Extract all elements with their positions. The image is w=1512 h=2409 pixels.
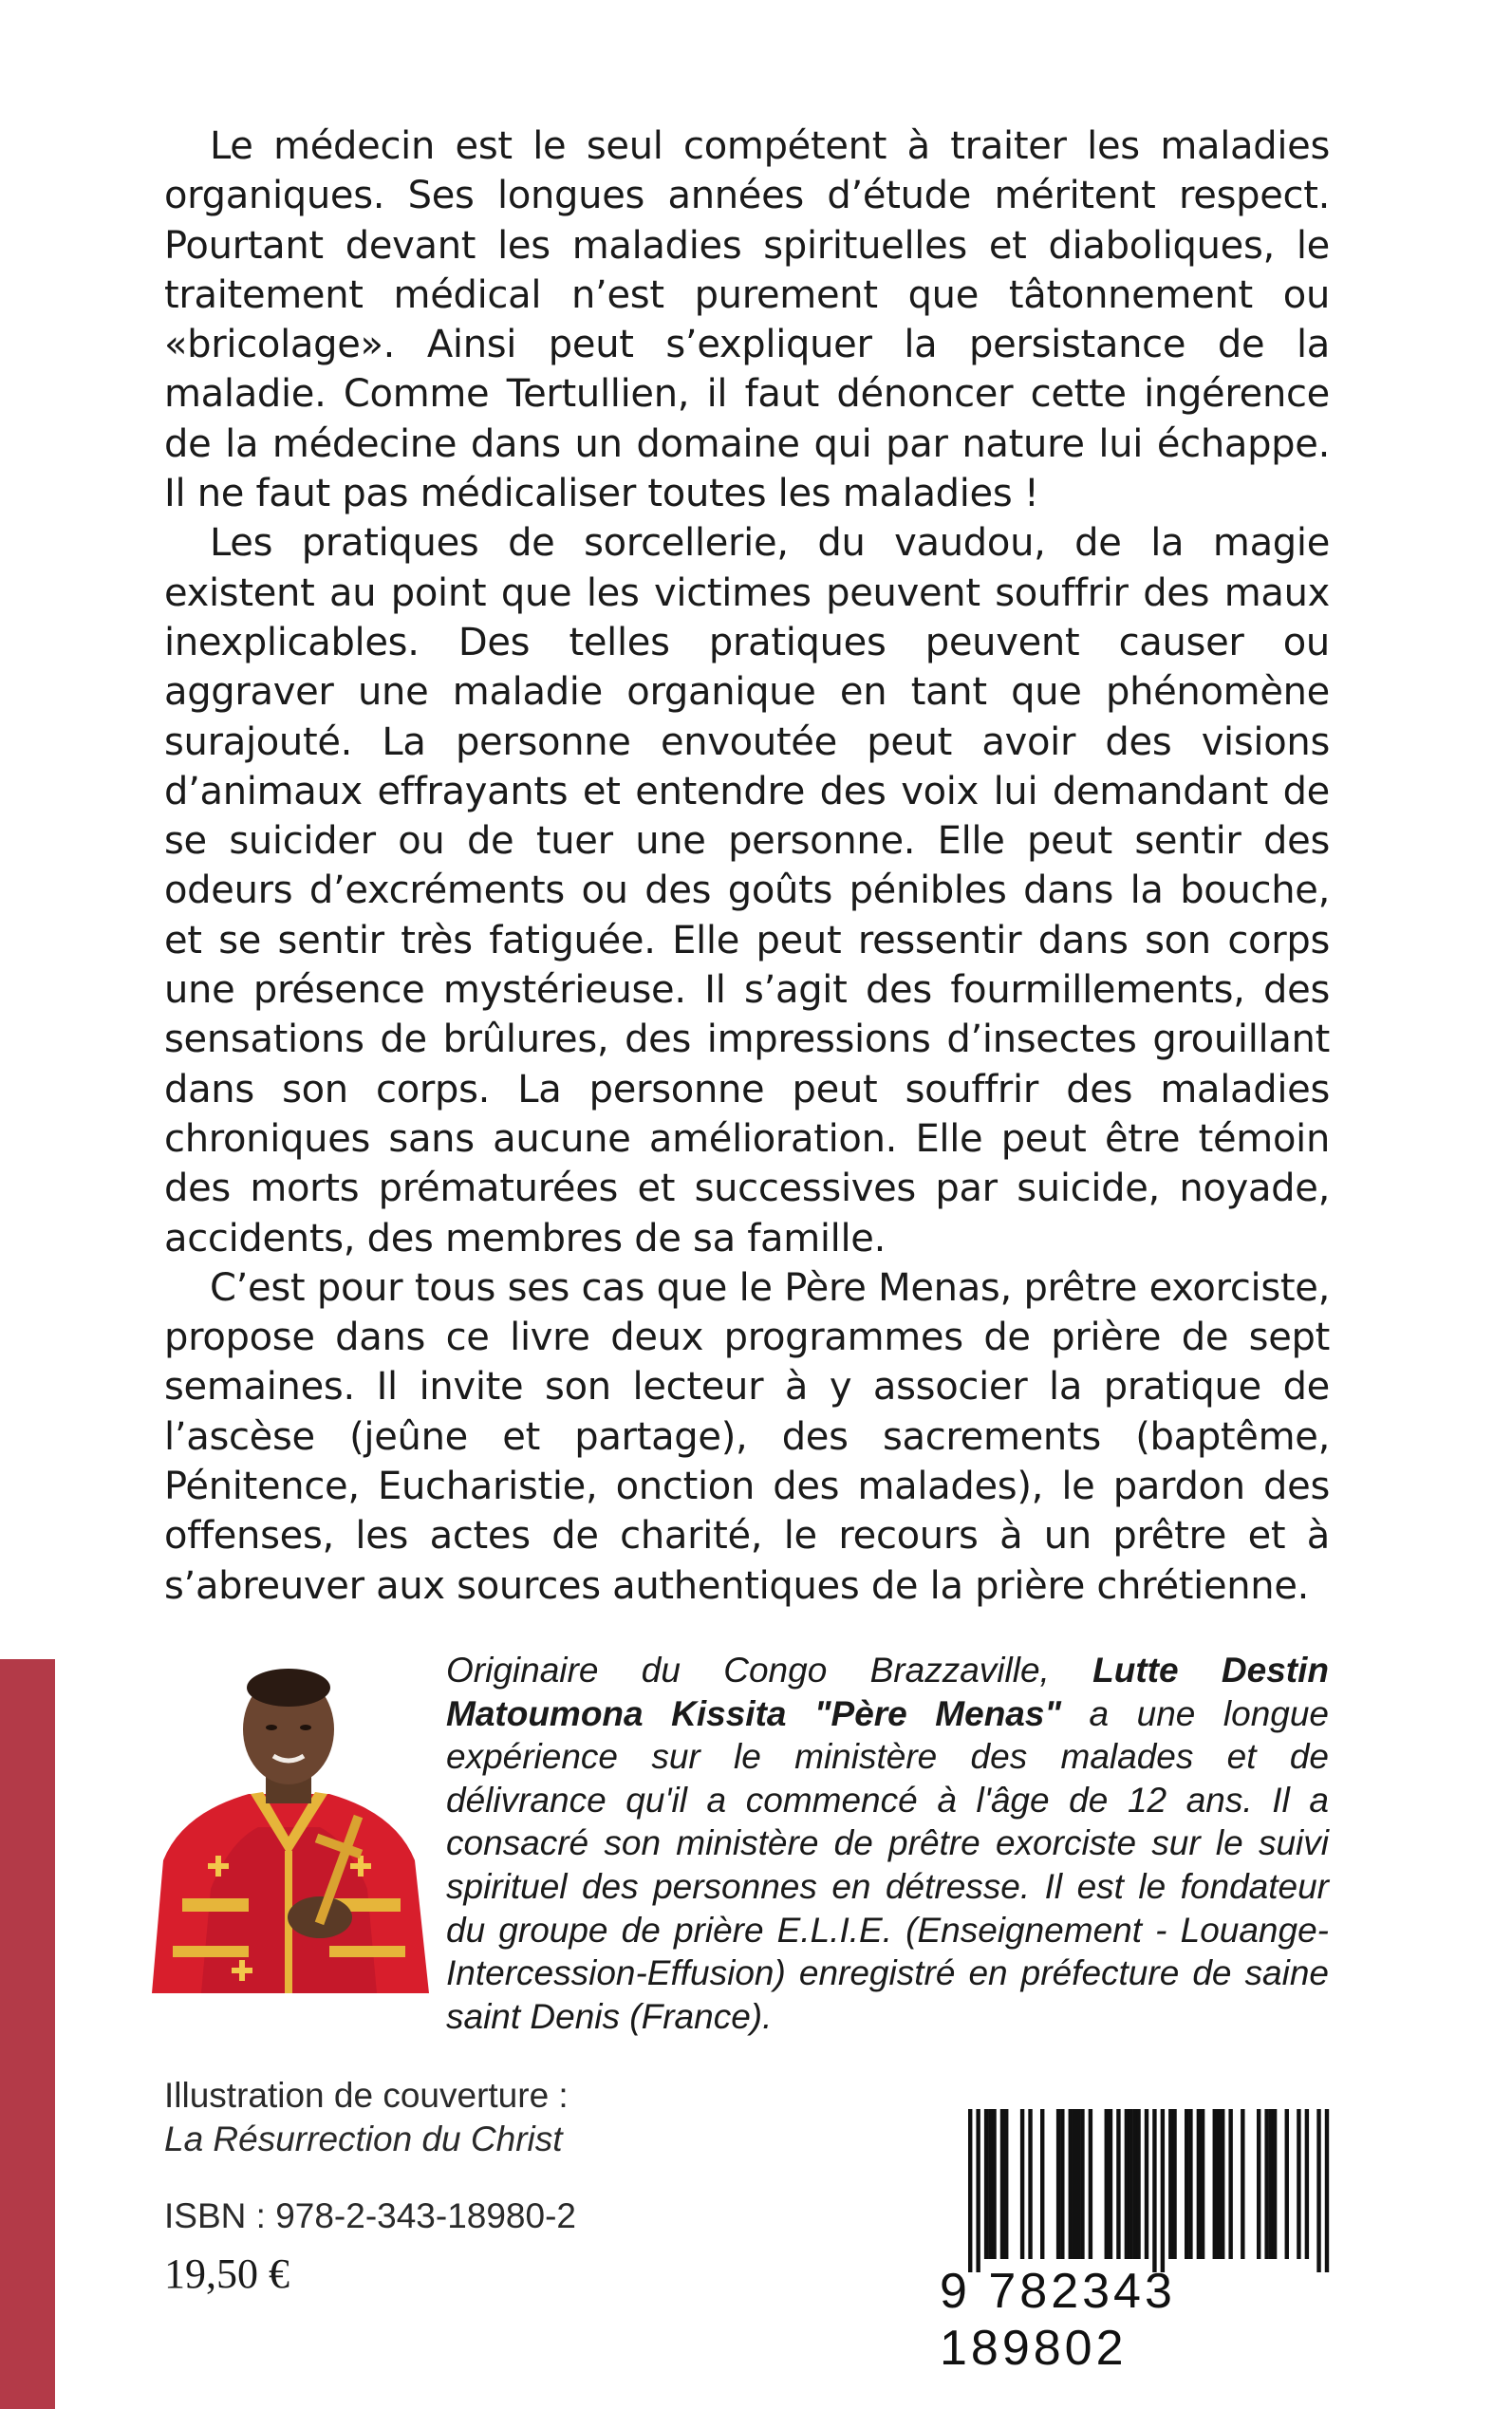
author-photo — [144, 1661, 434, 1993]
barcode-bar — [984, 2109, 988, 2259]
price-text: 19,50 € — [164, 2250, 289, 2297]
barcode-bar — [1168, 2109, 1172, 2259]
blurb-paragraph-2: Les pratiques de sorcellerie, du vaudou, de la magie existent au point que les victimes peuvent souffrir des maux inexplicables. Des telles pratiques peuvent causer ou aggraver une maladie organique en tant que phénomène surajouté. La personne envoutée peut avoir des visions d’animaux effrayants et entendre des voix lui demandant de se suicider ou de tuer une personne. Elle peut sentir des odeurs d’excréments ou des goûts pénibles dans la bouche, et se sentir très fatiguée. Elle peut ressentir dans son corps une présence mystérieuse. Il s’agit des fourmillements, des sensations de brûlures, des impressions d’insectes grouillant dans son corps. La personne peut souffrir des maladies chroniques sans aucune amélioration. Elle peut être témoin des morts prématurées et successives par suicide, noyade, accidents, des membres de sa famille. — [164, 521, 1330, 1261]
barcode-bar — [1125, 2109, 1129, 2259]
barcode-bar — [1040, 2109, 1044, 2259]
barcode-bar — [1285, 2109, 1289, 2259]
barcode-bar — [1297, 2109, 1300, 2259]
barcode-bar — [1201, 2109, 1204, 2259]
barcode-bar — [992, 2109, 996, 2259]
barcode-bar — [1188, 2109, 1192, 2259]
barcode-bar — [1080, 2109, 1084, 2259]
isbn-text: ISBN : 978-2-343-18980-2 — [164, 2196, 576, 2235]
barcode-bar — [1028, 2109, 1032, 2259]
credit-work-title: La Résurrection du Christ — [164, 2120, 563, 2158]
barcode-bar — [1000, 2109, 1004, 2259]
barcode-bar — [1145, 2109, 1148, 2259]
blurb-paragraph-1: Le médecin est le seul compétent à traiter les maladies organiques. Ses longues années d’étude méritent respect. Pourtant devant les maladies spirituelles et diaboliques, le traitement médical n’est purement que tâtonnement ou «bricolage». Ainsi peut s’expliquer la persistance de la maladie. Comme Tertullien, il faut dénoncer cette ingérence de la médecine dans un domaine qui par nature lui échappe. Il ne faut pas médicaliser toutes les maladies ! — [164, 124, 1330, 516]
credit-label: Illustration de couverture : — [164, 2076, 569, 2115]
barcode-bar — [1004, 2109, 1008, 2259]
barcode-bar — [1060, 2109, 1064, 2259]
barcode-bar — [976, 2109, 980, 2272]
barcode-bar — [1264, 2109, 1268, 2259]
barcode-bar — [1105, 2109, 1109, 2259]
barcode-bar — [1076, 2109, 1080, 2259]
blurb-paragraph-3: C’est pour tous ses cas que le Père Menas, prêtre exorciste, propose dans ce livre deux programmes de prière de sept semaines. Il invite son lecteur à y associer la pratique de l’ascèse (jeûne et partage), des sacrements (baptême, Pénitence, Eucharistie, onction des malades), le pardon des offenses, les actes de charité, le recours à un prêtre et à s’abreuver aux sources authentiques de la prière chrétienne. — [164, 1265, 1330, 1608]
barcode-bar — [1217, 2109, 1221, 2259]
barcode-bar — [1116, 2109, 1120, 2259]
barcode-bar — [1273, 2109, 1277, 2259]
author-bio — [446, 1649, 1329, 2038]
barcode-bar — [1213, 2109, 1217, 2259]
bio-intro: Originaire du Congo Brazzaville, — [446, 1651, 1093, 1690]
barcode-bar — [1129, 2109, 1132, 2259]
barcode-bar — [1161, 2109, 1165, 2272]
back-cover-blurb — [164, 121, 1330, 1611]
barcode-bar — [988, 2109, 992, 2259]
barcode-bar — [1132, 2109, 1136, 2259]
barcode-bar — [1056, 2109, 1060, 2259]
barcode-bar — [1257, 2109, 1260, 2259]
barcode-bar — [1305, 2109, 1309, 2259]
barcode-bar — [1269, 2109, 1273, 2259]
barcode-bar — [968, 2109, 972, 2272]
barcode-bar — [1073, 2109, 1076, 2259]
barcode-bar — [1172, 2109, 1176, 2259]
barcode-bar — [1197, 2109, 1201, 2259]
barcode-bar — [1109, 2109, 1112, 2259]
barcode-bar — [1316, 2109, 1320, 2272]
barcode-bar — [1089, 2109, 1092, 2259]
author-name: Lutte Destin Matoumona Kissita "Père Menas" — [446, 1651, 1330, 1733]
barcode-bar — [1152, 2109, 1156, 2272]
barcode-bar — [1185, 2109, 1188, 2259]
barcode-bar — [1221, 2109, 1224, 2259]
barcode-bar — [1228, 2109, 1232, 2259]
red-accent-band — [0, 1659, 55, 2409]
barcode-digits: 9 782343 189802 — [940, 2264, 1176, 2376]
barcode-bar — [1069, 2109, 1073, 2259]
barcode-bar — [1136, 2109, 1140, 2259]
bio-body: a une longue expérience sur le ministère des malades et de délivrance qu'il a commencé à l'âge de 12 ans. Il a consacré son ministère de prêtre exorciste sur le suivi spirituel des personnes en détresse. Il est le fondateur du groupe de prière E.L.I.E. (Enseignement - Louange-Intercession-Effusion) enregistré en préfecture de saine saint Denis (France). — [446, 1693, 1330, 2036]
barcode-bar — [1241, 2109, 1244, 2259]
cover-illustration-credit — [164, 2074, 569, 2161]
barcode-bar — [1325, 2109, 1329, 2272]
barcode-bar — [1020, 2109, 1024, 2259]
